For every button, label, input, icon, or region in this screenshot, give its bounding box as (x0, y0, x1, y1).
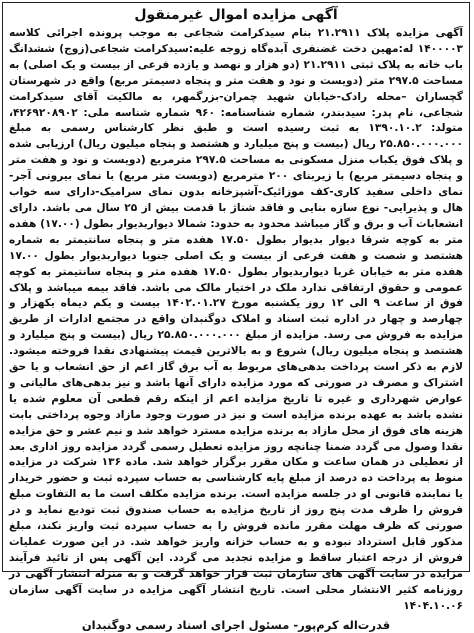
notice-frame (2, 2, 470, 632)
notice-body: آگهی مزایده پلاک ۲۱.۲۹۱۱ بنام سیدکرامت شجاعی به موجب پرونده اجرائی کلاسه ۱۴۰۰۰۰۳ له:مهین دخت غضنفری آبده‌گاه زوجه علیه:سیدکرامت شجاعی(زوج) ششدانگ باب خانه به پلاک ثبتی ۲۱.۲۹۱۱ (دو هزار و نهصد و یازده فرعی از بیست و یک اصلی) به مساحت ۲۹۷.۵ متر (دویست و نود و هفت متر و پنجاه دسیمتر مربع) واقع در شهرستان گچساران –محله رادک-خیابان شهید چمران-بزرگمهر، به مالکیت آقای سیدکرامت شجاعی، نام پدر: سیدبندر، شماره شناسنامه: ۹۶۰ شماره شناسه ملی: ۴۲۶۹۲۰۸۹۰۲، متولد: ۱۳۹۰.۱۰.۲ به ثبت رسیده است و طبق نظر کارشناس رسمی به مبلغ ۲۵.۸۵۰.۰۰۰.۰۰۰ ریال (بیست و پنج میلیارد و هشتصد و پنجاه میلیون ریال) ارزیابی شده و پلاک فوق یکباب منزل مسکونی به مساحت ۲۹۷.۵ مترمربع (دویست و نود و هفت متر و پنجاه دسیمتر مربع) با زیربنای ۲۰۰ مترمربع (دویست متر مربع) با نمای بیرونی آجر-نمای داخلی سفید کاری-کف موزائیک-آشپزخانه بدون نمای سرامیک-دارای سه خواب هال و پذیرایی- نوع سازه بنایی و فاقد شناژ با قدمت بیش از ۲۵ سال می باشد. دارای انشعابات آب و برق و گاز میباشد محدود به حدود: شمالا دیواربدیوار بطول (۱۷.۰۰) هفده متر به کوچه شرقا دیوار بدیوار بطول ۱۷.۵۰ هفده متر و پنجاه سانتیمتر به شماره هشتصد و شصت و هفت فرعی از بیست و یک اصلی جنوبا دیواربدیوار بطول ۱۷.۰۰ هفده متر به خیابان غربا دیواربدیوار بطول ۱۷.۵۰ هفده متر و پنجاه سانتیمتر به کوچه عمومی و حقوق ارتفاقی ندارد ملک در اختیار مالک می باشد. فاقد بیمه میباشد و پلاک فوق از ساعت ۹ الی ۱۲ روز یکشنبه مورخ ۱۴۰۲.۰۱.۲۷ بیست و یکم دیماه یکهزار و چهارصد و چهار در اداره ثبت اسناد و املاک دوگنبدان واقع در مجتمع ادارات از طریق مزایده به فروش می رسد. مزایده از مبلغ ۲۵.۸۵۰.۰۰۰.۰۰۰ ریال (بیست و پنج میلیارد و هشتصد و پنجاه میلیون ریال) شروع و به بالاترین قیمت پیشنهادی نقدا فروخته میشود. لازم به ذکر است پرداخت بدهی‌های مربوط به آب برق گاز اعم از حق انشعاب و یا حق اشتراک و مصرف در صورتی که مورد مزایده دارای آنها باشد و نیز بدهی‌های مالیاتی و عوارض شهرداری و غیره تا تاریخ مزایده اعم از اینکه رقم قطعی آن معلوم شده یا نشده باشد به عهده برنده مزایده است و نیز در صورت وجود مازاد وجوه پرداختی بابت هزینه های فوق از محل مازاد به برنده مزایده مسترد خواهد شد و نیم عشر و حق مزایده نقدا وصول می گردد ضمنا چنانچه روز مزایده تعطیل رسمی گردد مزایده روز اداری بعد از تعطیلی در همان ساعت و مکان مقرر برگزار خواهد شد. ماده ۱۳۶ شرکت در مزایده منوط به پرداخت ده درصد از مبلغ پایه کارشناسی به حساب سپرده ثبت و حضور خریدار یا نماینده قانونی او در جلسه مزایده است. برنده مزایده مکلف است ما به التفاوت مبلغ فروش را ظرف مدت پنج روز از تاریخ مزایده به حساب صندوق ثبت تودیع نماید و در صورتی که ظرف مهلت مقرر مانده فروش را به حساب سپرده ثبت واریز نکند، مبلغ مذکور قابل استرداد نبوده و به حساب خزانه واریز خواهد شد. در این صورت عملیات فروش از درجه اعتبار ساقط و مزایده تجدید می گردد. این آگهی پس از تائید فرآیند مزایده در سایت آگهی های سازمان ثبت قرار خواهد گرفت و به منزله انتشار آگهی در روزنامه کثیر الانتشار محلی است. تاریخ انتشار آگهی مزایده در سایت آگهی سازمان ۱۴۰۴.۱۰.۰۶ (9, 27, 464, 612)
notice-title: آگهی مزایده اموال غیرمنقول (134, 7, 338, 23)
notice-signature: قدرت‌اله کرم‌پور- مسئول اجرای اسناد رسمی دوگنبدان (81, 617, 391, 632)
